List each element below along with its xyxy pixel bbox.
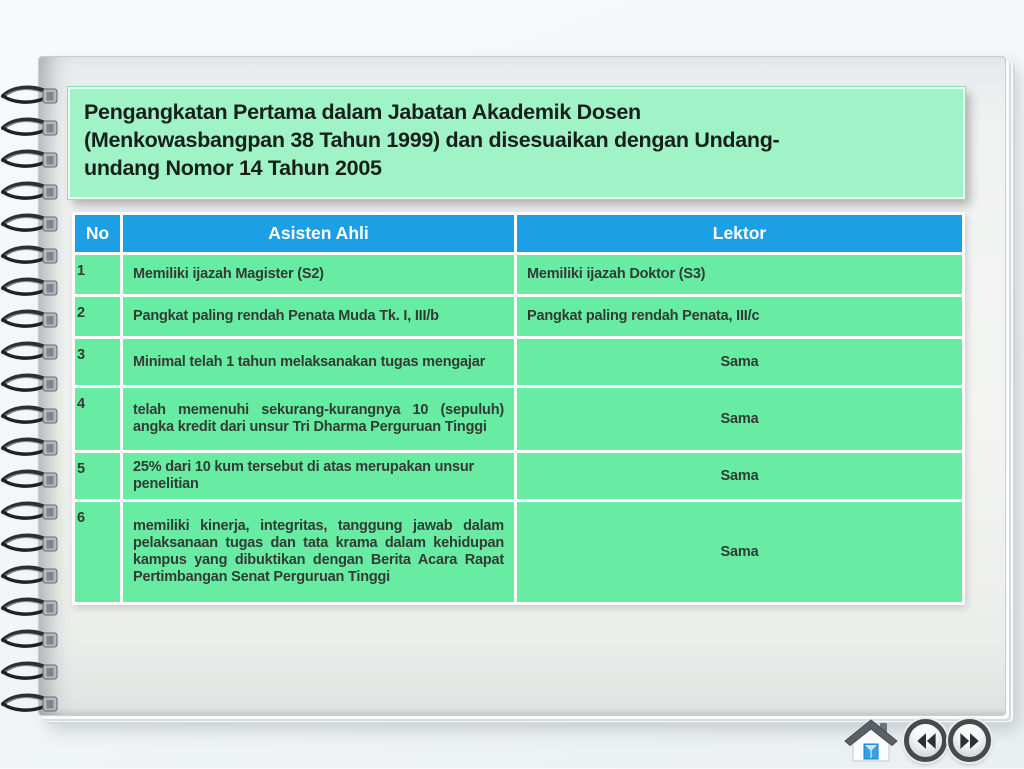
comparison-table — [72, 212, 965, 605]
row-number-cell: 2 — [75, 297, 120, 336]
lektor-cell: Sama — [517, 502, 962, 602]
row-number-cell: 1 — [75, 255, 120, 294]
rewind-icon — [912, 727, 940, 755]
row-number-cell: 6 — [75, 502, 120, 602]
fast-forward-icon — [956, 727, 984, 755]
asisten-ahli-cell: memiliki kinerja, integritas, tanggung jawab dalam pelaksanaan tugas dan tata krama dalam kehidupan kampus yang dibuktikan dengan Berita Acara Rapat Pertimbangan Senat Perguruan Tinggi — [123, 502, 514, 602]
row-number-cell: 3 — [75, 339, 120, 385]
lektor-cell: Sama — [517, 388, 962, 450]
row-number-cell: 5 — [75, 453, 120, 499]
lektor-cell: Sama — [517, 453, 962, 499]
column-header-lektor: Lektor — [517, 215, 962, 252]
row-number-cell: 4 — [75, 388, 120, 450]
slide-navigation — [844, 716, 1014, 766]
column-header-no: No — [75, 215, 120, 252]
asisten-ahli-cell: telah memenuhi sekurang-kurangnya 10 (sepuluh) angka kredit dari unsur Tri Dharma Perguruan Tinggi — [123, 388, 514, 450]
asisten-ahli-cell: Pangkat paling rendah Penata Muda Tk. I, III/b — [123, 297, 514, 336]
lektor-cell: Memiliki ijazah Doktor (S3) — [517, 255, 962, 294]
column-header-asisten-ahli: Asisten Ahli — [123, 215, 514, 252]
previous-slide-button[interactable] — [904, 719, 947, 762]
asisten-ahli-cell: Memiliki ijazah Magister (S2) — [123, 255, 514, 294]
slide-title-line: (Menkowasbangpan 38 Tahun 1999) dan disesuaikan dengan Undang- — [84, 128, 780, 152]
home-button[interactable] — [844, 718, 898, 764]
lektor-cell: Sama — [517, 339, 962, 385]
slide-title-line: undang Nomor 14 Tahun 2005 — [84, 156, 382, 180]
lektor-cell: Pangkat paling rendah Penata, III/c — [517, 297, 962, 336]
next-slide-button[interactable] — [948, 719, 991, 762]
slide-title — [68, 87, 965, 199]
spiral-binding — [0, 78, 66, 726]
slide-title-line: Pengangkatan Pertama dalam Jabatan Akademik Dosen — [84, 100, 641, 124]
asisten-ahli-cell: Minimal telah 1 tahun melaksanakan tugas mengajar — [123, 339, 514, 385]
home-icon — [844, 718, 898, 764]
asisten-ahli-cell: 25% dari 10 kum tersebut di atas merupakan unsur penelitian — [123, 453, 514, 499]
